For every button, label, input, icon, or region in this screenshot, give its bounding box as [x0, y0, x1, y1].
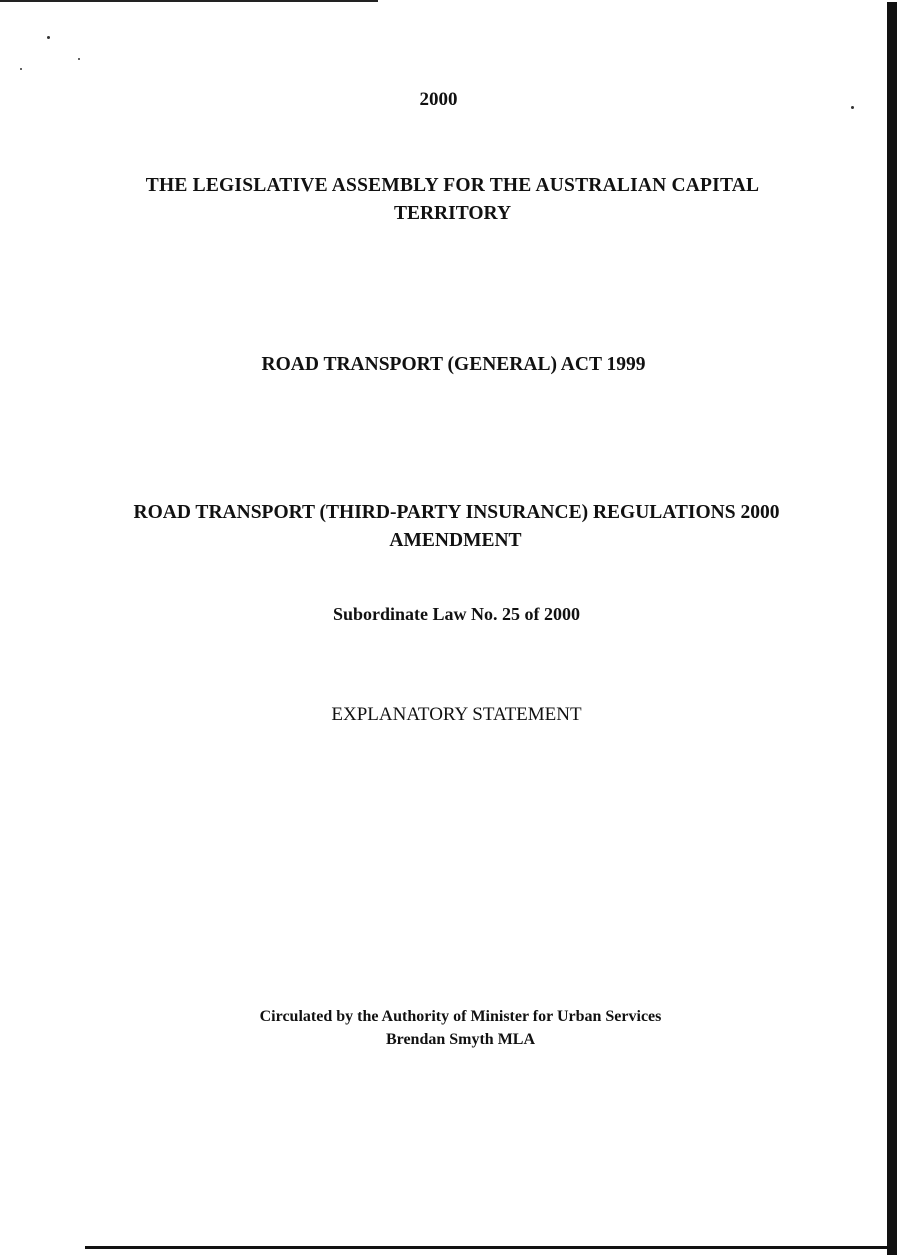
regulation-title-line2: AMENDMENT [389, 530, 522, 551]
subordinate-law-number: Subordinate Law No. 25 of 2000 [332, 604, 581, 624]
scan-speck [47, 36, 50, 39]
scan-edge-bottom [85, 1246, 897, 1249]
scan-edge-top [0, 0, 378, 2]
scan-speck [78, 58, 80, 60]
assembly-name-line2: TERRITORY [393, 203, 512, 224]
assembly-name-line1: THE LEGISLATIVE ASSEMBLY FOR THE AUSTRALIAN CAPITAL [145, 175, 760, 196]
regulation-title-line1: ROAD TRANSPORT (THIRD-PARTY INSURANCE) REGULATIONS 2000 [133, 502, 780, 523]
statement-title: EXPLANATORY STATEMENT [331, 704, 582, 725]
scan-speck [20, 68, 22, 70]
circulated-by-line1: Circulated by the Authority of Minister for Urban Services [259, 1008, 662, 1025]
act-title: ROAD TRANSPORT (GENERAL) ACT 1999 [261, 354, 646, 375]
document-year: 2000 [419, 89, 458, 110]
circulated-by-line2: Brendan Smyth MLA [385, 1031, 536, 1048]
